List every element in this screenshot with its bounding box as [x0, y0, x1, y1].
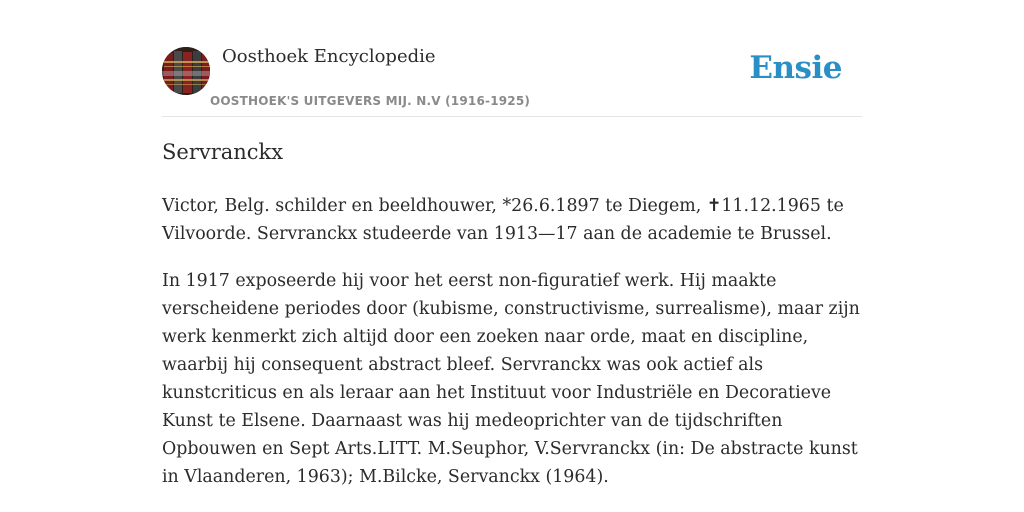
- book-spines-icon[interactable]: [162, 47, 210, 95]
- entry-paragraph: In 1917 exposeerde hij voor het eerst non-figuratief werk. Hij maakte verscheidene periodes door (kubisme, constructivisme, surrealisme), maar zijn werk kenmerkt zich altijd door een zoeken naar orde, maat en discipline, waarbij hij consequent abstract bleef. Servranckx was ook actief als kunstcriticus en als leraar aan het Instituut voor Industriële en Decoratieve Kunst te Elsene. Daarnaast was hij medeoprichter van de tijdschriften Opbouwen en Sept Arts.LITT. M.Seuphor, V.Servranckx (in: De abstracte kunst in Vlaanderen, 1963); M.Bilcke, Servanckx (1964).: [162, 271, 860, 487]
- entry-paragraph: Victor, Belg. schilder en beeldhouwer, *26.6.1897 te Diegem, ✝11.12.1965 te Vilvoorde. Servranckx studeerde van 1913—17 aan de academie te Brussel.: [162, 196, 844, 244]
- entry-body: [162, 192, 868, 510]
- source-subtitle: OOSTHOEK'S UITGEVERS MIJ. N.V (1916-1925): [210, 94, 531, 108]
- source-header: [162, 0, 862, 117]
- brand-logo[interactable]: Ensie: [749, 50, 842, 86]
- page-container: [162, 0, 862, 487]
- source-title[interactable]: Oosthoek Encyclopedie: [222, 46, 436, 67]
- entry-title: Servranckx: [162, 140, 284, 164]
